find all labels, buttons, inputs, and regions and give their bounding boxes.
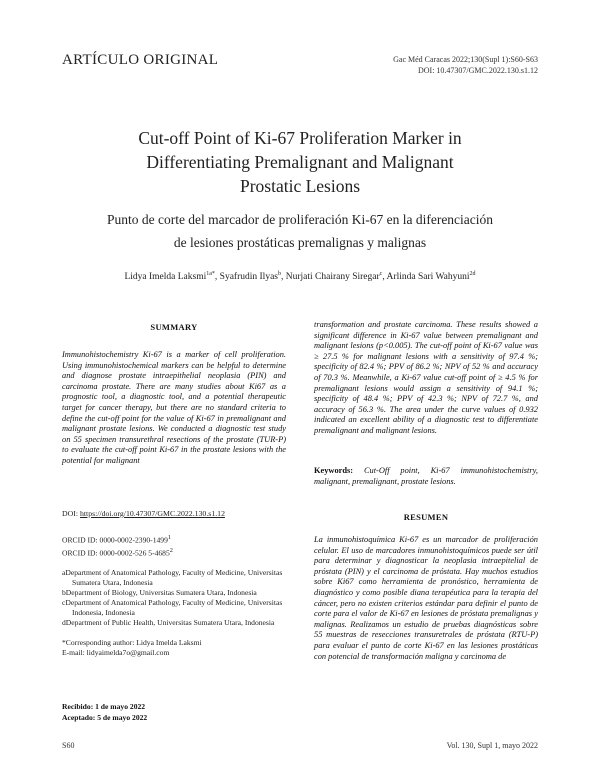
article-title-line: Cut-off Point of Ki-67 Proliferation Marker in — [138, 128, 462, 148]
author-name: , Nurjati Chairany Siregar — [280, 272, 380, 283]
author-affiliation-mark: 2d — [469, 271, 476, 277]
author-affiliation-mark: b — [277, 271, 281, 277]
keywords-text: Cut-Off point, Ki-67 immunohistochemistry, malignant, premalignant, prostate lesions. — [314, 466, 538, 486]
keywords-label: Keywords: — [314, 466, 354, 475]
journal-citation — [393, 54, 538, 76]
summary-text-left: Immunohistochemistry Ki-67 is a marker of cell proliferation. Using immunohistochemical markers can be helpful to determine and diagnose prostate intraepithelial neoplasia (PIN) and carcinoma prostate. There are many studies about Ki67 as a prognostic tool, a diagnostic tool, and a potential therapeutic target for cancer therapy, but there are no standard criteria to define the cut-off point for the value of Ki-67 in premalignant and malignant prostate lesions. We conducted a diagnostic test study on 55 specimen transurethral resections of the prostate (TUR-P) to evaluate the cut-off point Ki-67 in the prostate lesions with the potential for malignant — [62, 350, 286, 465]
issue-info: Vol. 130, Supl 1, mayo 2022 — [446, 741, 538, 750]
article-subtitle — [60, 208, 540, 254]
summary-heading: SUMMARY — [150, 322, 198, 332]
author-name: , Syafrudin Ilyas — [214, 272, 278, 283]
affiliation-item: dDepartment of Public Health, Universitas Sumatera Utara, Indonesia — [62, 618, 275, 628]
corresponding-author: *Corresponding author: Lidya Imelda Laksmi — [62, 638, 202, 648]
resumen-heading: RESUMEN — [403, 512, 449, 522]
affiliation-item: bDepartment of Biology, Universitas Sumatera Utara, Indonesia — [62, 588, 257, 598]
journal-doi-line: DOI: 10.47307/GMC.2022.130.s1.12 — [417, 66, 538, 75]
doi-label: DOI: — [62, 509, 79, 518]
affiliation-item: aDepartment of Anatomical Pathology, Faculty of Medicine, Universitas Sumatera Utara, Indonesia — [62, 568, 283, 588]
affiliation-list — [62, 568, 286, 628]
author-affiliation-mark: c — [379, 271, 383, 277]
corresponding-email: E-mail: lidyaimelda7o@gmail.com — [62, 648, 170, 658]
article-title-line: Differentiating Premalignant and Malignant — [146, 152, 454, 172]
resumen-text: La inmunohistoquímica Ki-67 es un marcador de proliferación celular. El uso de marcadores inmunohistoquímicos puede ser útil para determinar y diagnosticar la neoplasia intraepitelial de próstata (PIN) y el carcinoma de próstata. Hay muchos estudios sobre Ki67 como herramienta de pronóstico, herramienta de diagnóstico y como posible diana terapéutica para la terapia del cáncer, pero no existen criterios estándar para definir el punto de corte para el valor de Ki-67 en lesiones de próstata premalignas y malignas. Realizamos un estudio de pruebas diagnósticas sobre 55 muestras de resecciones transuretrales de próstata (RTU-P) para evaluar el punto de corte Ki-67 en las lesiones prostáticas con potencial de transformación maligna y carcinoma de — [314, 535, 538, 661]
author-name: , Arlinda Sari Wahyuni — [382, 272, 470, 283]
doi-line — [62, 509, 286, 519]
doi-link[interactable]: https://doi.org/10.47307/GMC.2022.130.s1.12 — [79, 509, 225, 518]
author-list — [60, 271, 540, 282]
section-label: ARTÍCULO ORIGINAL — [62, 52, 219, 68]
keywords — [314, 466, 538, 487]
article-dates — [62, 701, 286, 723]
article-subtitle-line: Punto de corte del marcador de proliferación Ki-67 en la diferenciación — [106, 212, 494, 227]
article-metadata — [62, 533, 286, 658]
article-title-line: Prostatic Lesions — [239, 176, 361, 196]
page-number: S60 — [62, 741, 75, 750]
orcid-line: ORCID ID: 0000-0002-526 5-4685$^2$ — [62, 546, 173, 558]
article-subtitle-line: de lesiones prostáticas premalignas y malignas — [173, 235, 427, 250]
author-affiliation-mark: 1a* — [206, 271, 215, 277]
summary-text-right: transformation and prostate carcinoma. These results showed a significant difference in Ki-67 value between premalignant and malignant lesions (p<0.005). The cut-off point of Ki-67 value was ≥ 27.5 % for malignant lesions with a sensitivity of 97.4 %; specificity of 82.4 %; PPV of 86.2 %; NPV of 52 % and accuracy of 70.3 %. Meanwhile, a Ki-67 value cut-off point of ≥ 4.5 % for premalignant lesions would assign a sensitivity of 94.1 %; specificity of 48.4 %; PPV of 42.3 %; NPV of 72.7 %, and accuracy of 56.3 %. The area under the curve values of 0.932 indicated an excellent ability of a diagnostic test to differentiate premalignant and malignant lesions. — [314, 320, 538, 435]
received-date: Recibido: 1 de mayo 2022 — [62, 702, 146, 711]
accepted-date: Aceptado: 5 de mayo 2022 — [62, 713, 148, 722]
journal-citation-line: Gac Méd Caracas 2022;130(Supl 1):S60-S63 — [393, 55, 538, 64]
author-name: Lidya Imelda Laksmi — [124, 272, 207, 283]
orcid-line: ORCID ID: 0000-0002-2390-1499$^1$ — [62, 534, 172, 545]
affiliation-item: cDepartment of Anatomical Pathology, Faculty of Medicine, Universitas Indonesia, Indonesia — [62, 598, 283, 618]
article-title — [60, 126, 540, 198]
